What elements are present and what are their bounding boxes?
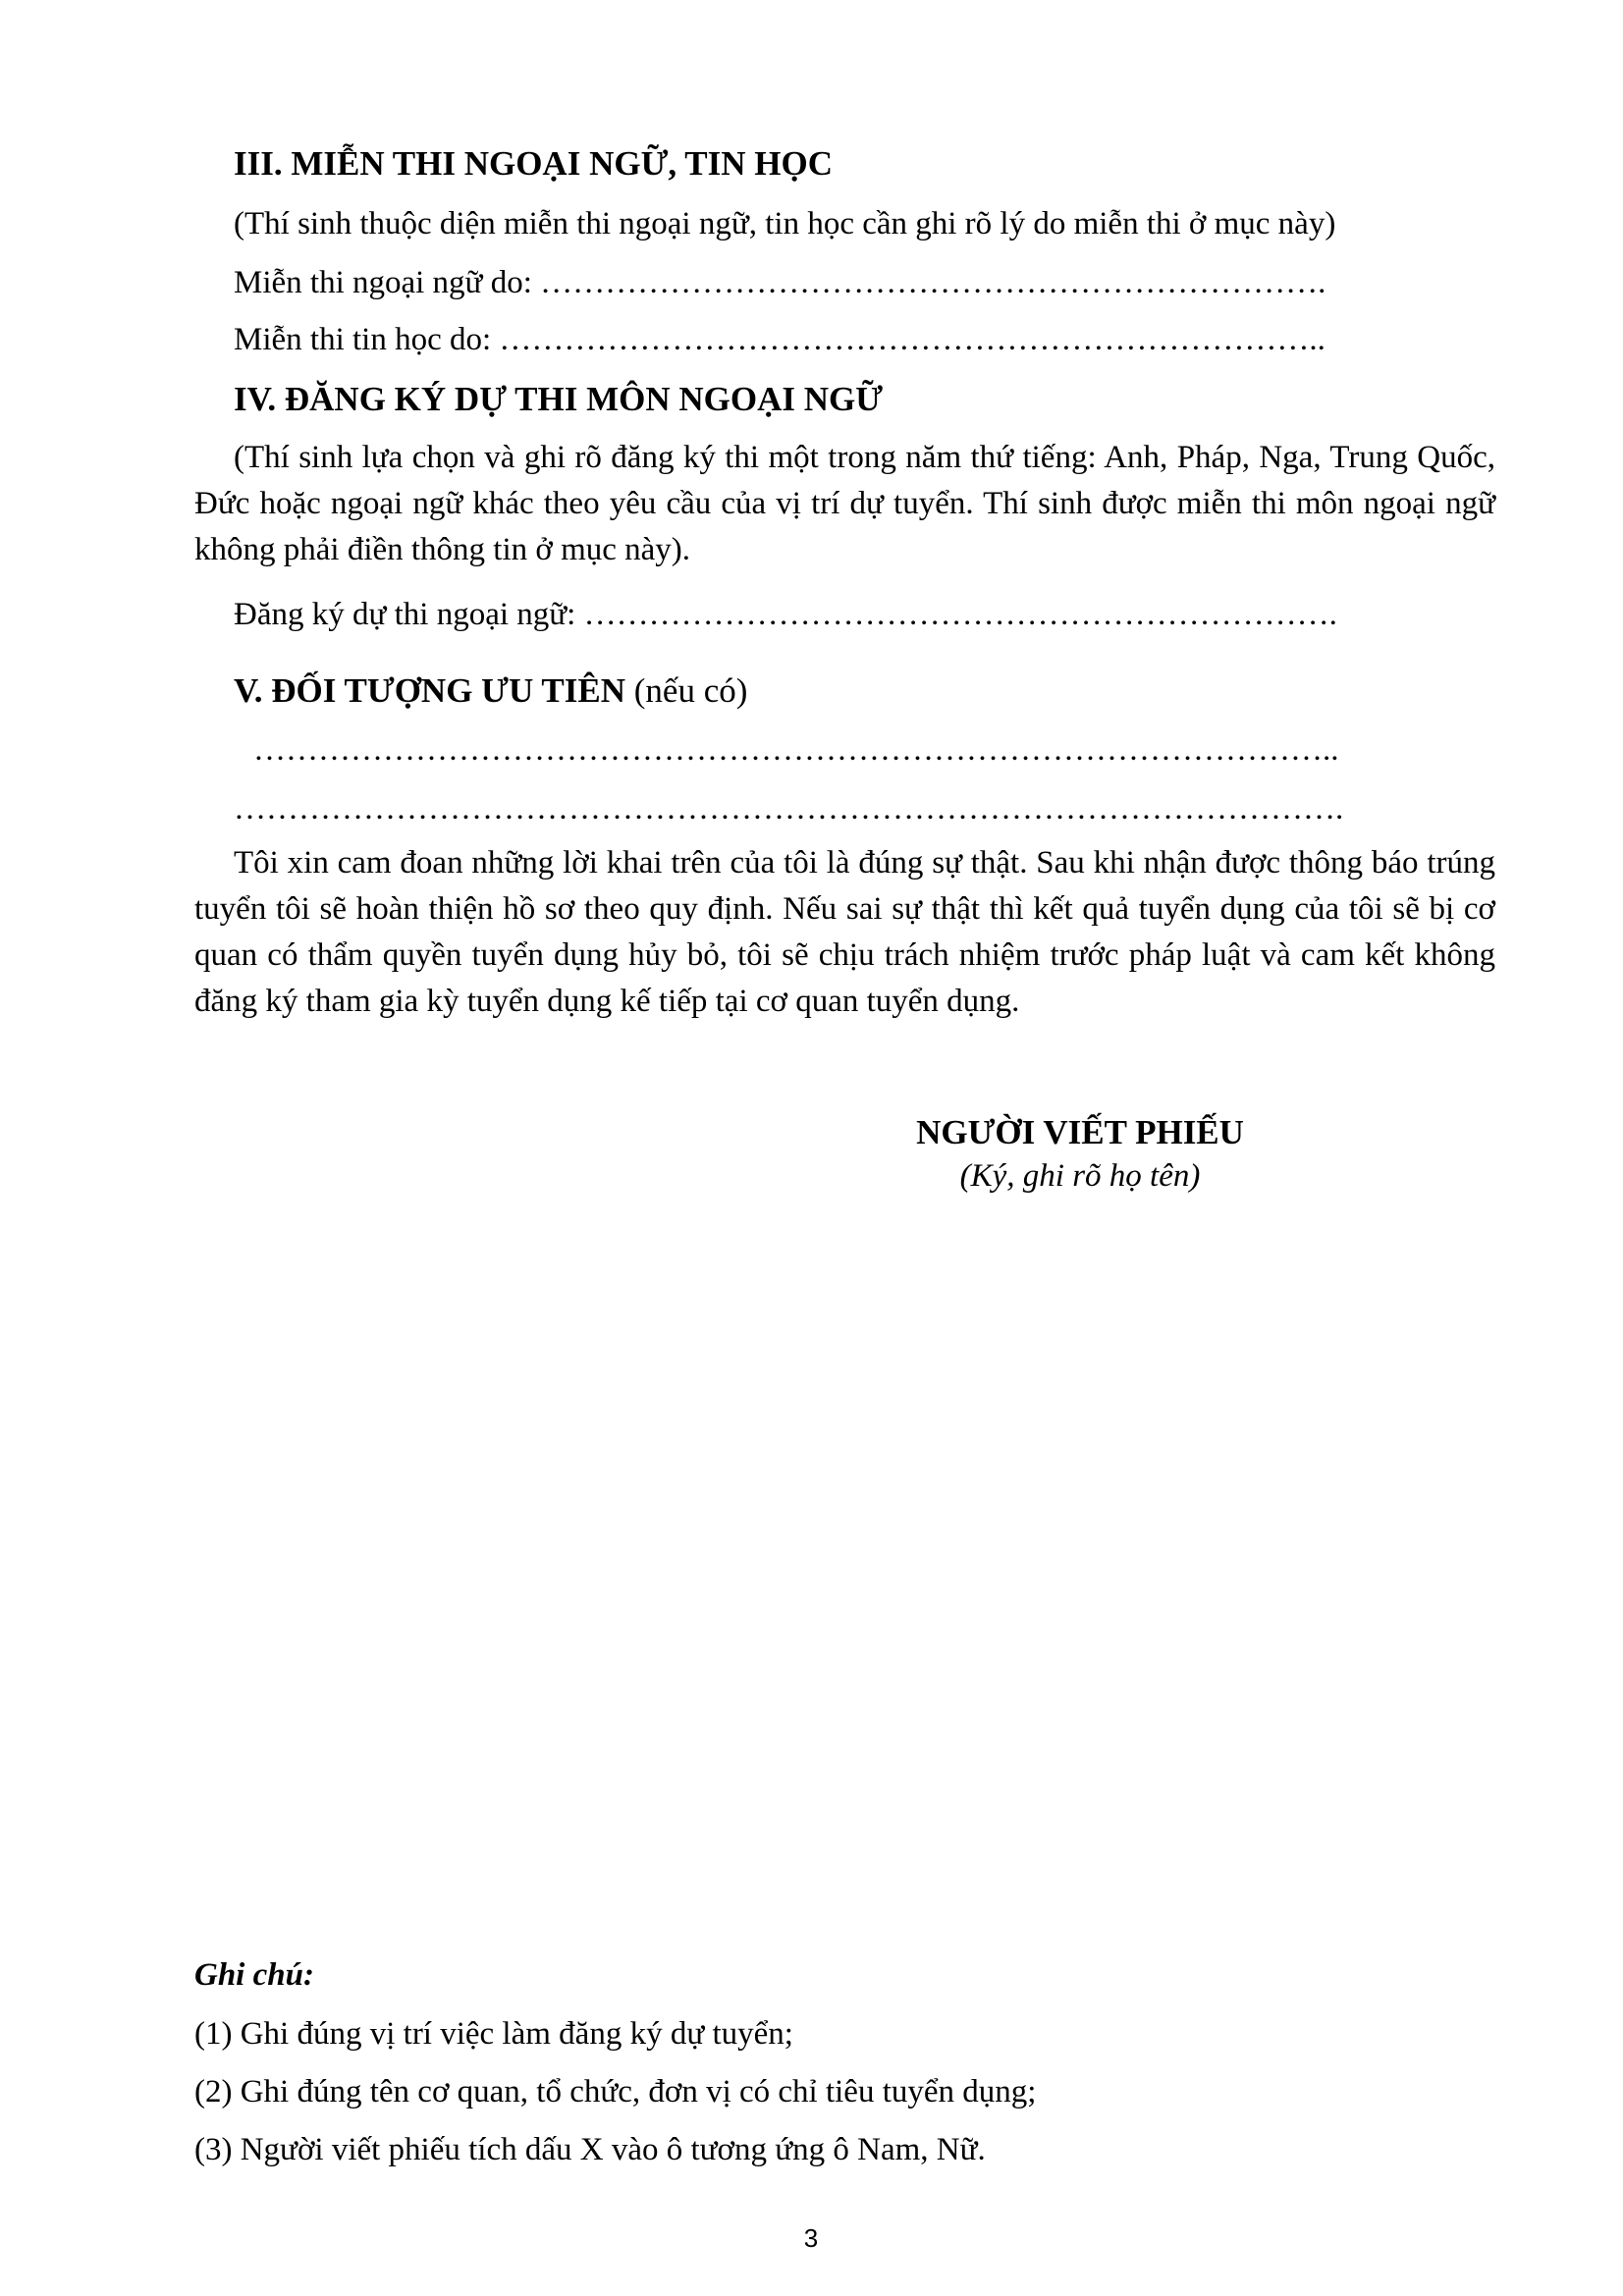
section-4-heading: IV. ĐĂNG KÝ DỰ THI MÔN NGOẠI NGỮ	[234, 380, 884, 418]
section-4-instruction: (Thí sinh lựa chọn và ghi rõ đăng ký thi một trong năm thứ tiếng: Anh, Pháp, Nga, Trung Quốc, Đức hoặc ngoại ngữ khác theo yêu cầu của vị trí dự tuyển. Thí sinh được miễn thi môn ngoại ngữ không phải điền thông tin ở mục này).	[194, 440, 1495, 567]
declaration-paragraph: Tôi xin cam đoan những lời khai trên của tôi là đúng sự thật. Sau khi nhận được thông báo trúng tuyển tôi sẽ hoàn thiện hồ sơ theo quy định. Nếu sai sự thật thì kết quả tuyển dụng của tôi sẽ bị cơ quan có thẩm quyền tuyển dụng hủy bỏ, tôi sẽ chịu trách nhiệm trước pháp luật và cam kết không đăng ký tham gia kỳ tuyển dụng kế tiếp tại cơ quan tuyển dụng.	[194, 845, 1495, 1019]
signer-instruction: (Ký, ghi rõ họ tên)	[959, 1158, 1201, 1194]
language-registration-line: Đăng ký dự thi ngoại ngữ: …………………………………………………………….	[234, 597, 1337, 632]
section-5-heading-suffix: (nếu có)	[633, 671, 748, 710]
section-3-heading: III. MIỄN THI NGOẠI NGỮ, TIN HỌC	[234, 144, 834, 183]
note-item-3: (3) Người viết phiếu tích dấu X vào ô tương ứng ô Nam, Nữ.	[194, 2132, 986, 2167]
note-item-1: (1) Ghi đúng vị trí việc làm đăng ký dự tuyển;	[194, 2016, 793, 2052]
foreign-language-exemption-line: Miễn thi ngoại ngữ do: ……………………………………………………………….	[234, 265, 1326, 300]
section-5-heading	[234, 673, 747, 708]
note-item-2: (2) Ghi đúng tên cơ quan, tổ chức, đơn vị có chỉ tiêu tuyển dụng;	[194, 2074, 1037, 2109]
page-number: 3	[803, 2223, 819, 2253]
section-3-instruction: (Thí sinh thuộc diện miễn thi ngoại ngữ, tin học cần ghi rõ lý do miễn thi ở mục này)	[234, 206, 1336, 241]
it-exemption-line: Miễn thi tin học do: …………………………………………………………………..	[234, 322, 1325, 357]
priority-blank-line-1: ………………………………………………………………………………………..	[253, 732, 1339, 768]
section-5-heading-text: V. ĐỐI TƯỢNG ƯU TIÊN	[234, 671, 626, 710]
priority-blank-line-2: ………………………………………………………………………………………….	[234, 791, 1344, 827]
signer-title: NGƯỜI VIẾT PHIẾU	[916, 1113, 1244, 1151]
notes-title: Ghi chú:	[194, 1957, 314, 1993]
